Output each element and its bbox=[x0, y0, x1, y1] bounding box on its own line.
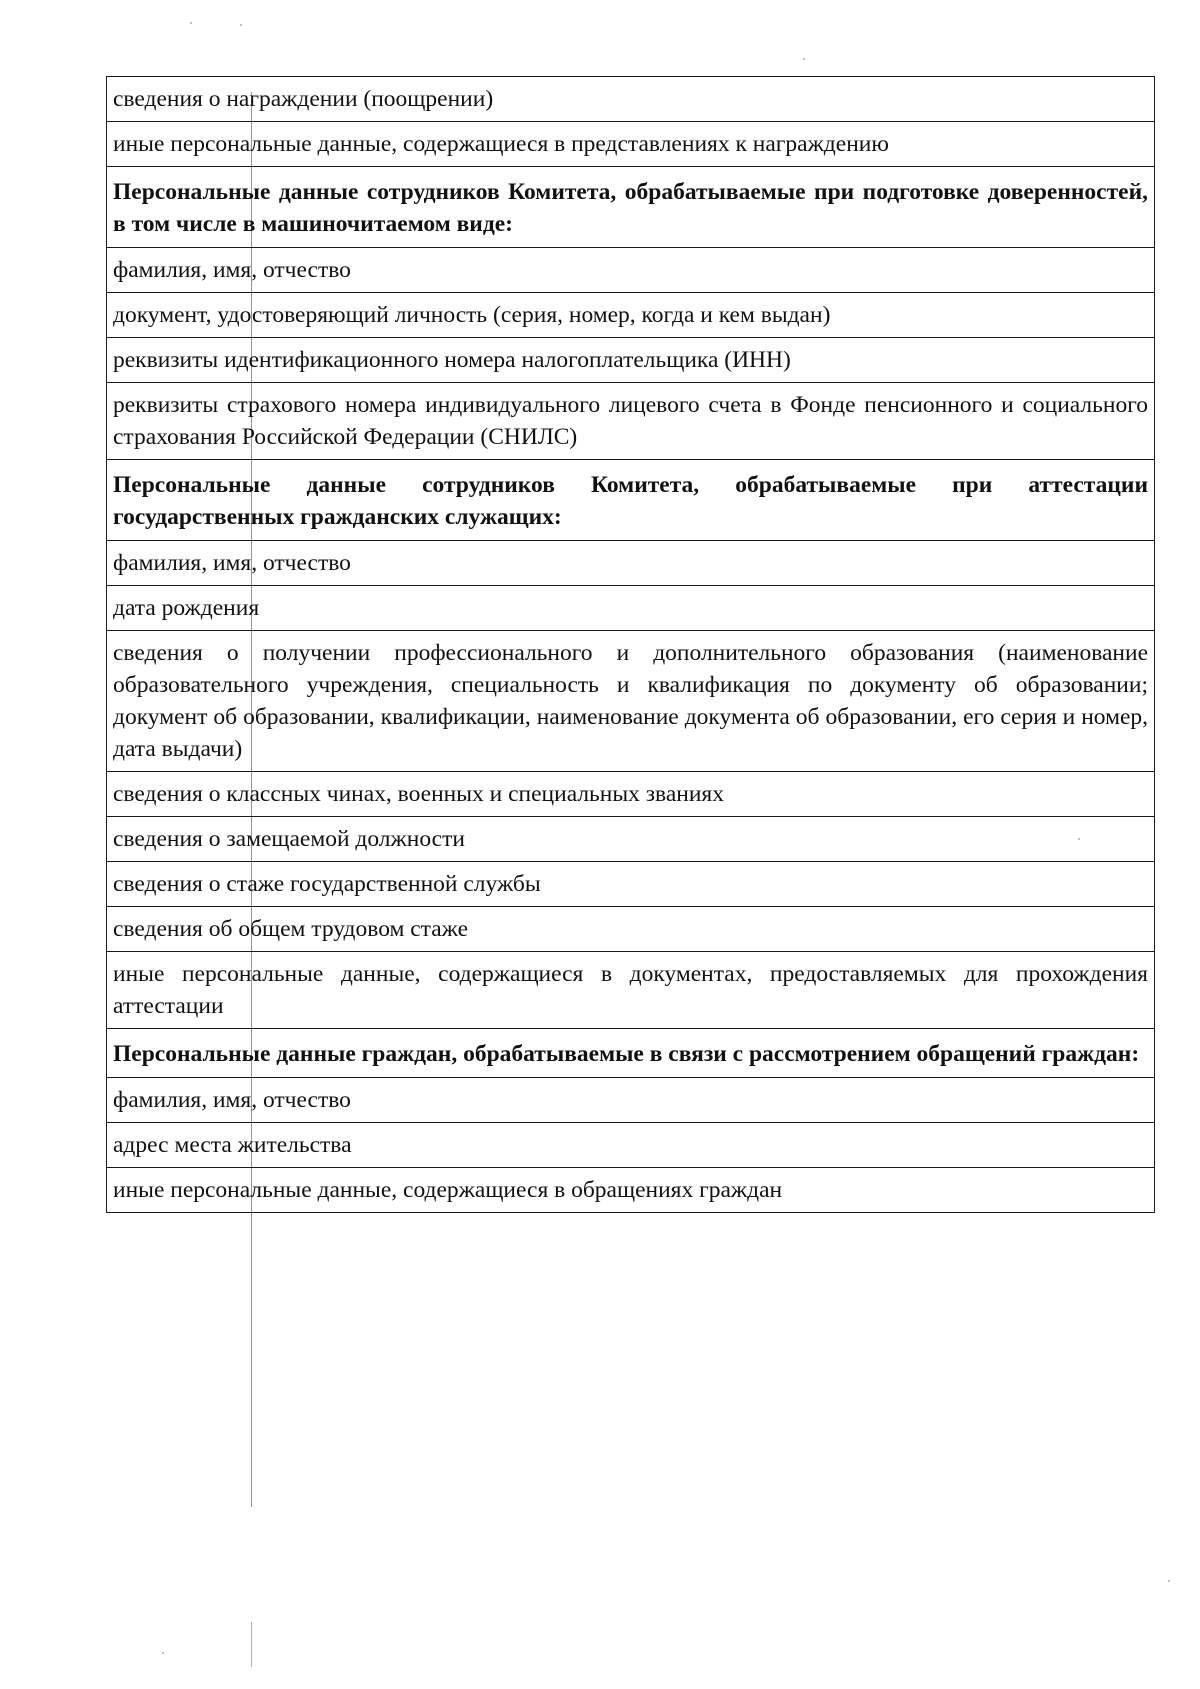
table-row bbox=[107, 1123, 1155, 1168]
scan-artifact-line-lower bbox=[251, 1622, 252, 1667]
table-cell: фамилия, имя, отчество bbox=[107, 541, 1155, 586]
section-heading-row bbox=[107, 1029, 1155, 1078]
table-row bbox=[107, 77, 1155, 122]
section-heading: Персональные данные сотрудников Комитета, обрабатываемые при аттестации государственных гражданских служащих: bbox=[107, 460, 1155, 541]
table-cell: фамилия, имя, отчество bbox=[107, 1078, 1155, 1123]
table-row bbox=[107, 293, 1155, 338]
scan-speck bbox=[190, 22, 192, 24]
table-row bbox=[107, 952, 1155, 1029]
table-row bbox=[107, 586, 1155, 631]
table-cell: сведения о классных чинах, военных и специальных званиях bbox=[107, 772, 1155, 817]
table-row bbox=[107, 631, 1155, 772]
table-row bbox=[107, 122, 1155, 167]
table-cell: иные персональные данные, содержащиеся в представлениях к награждению bbox=[107, 122, 1155, 167]
table-row bbox=[107, 248, 1155, 293]
table-cell: документ, удостоверяющий личность (серия, номер, когда и кем выдан) bbox=[107, 293, 1155, 338]
table-cell: иные персональные данные, содержащиеся в обращениях граждан bbox=[107, 1168, 1155, 1213]
table-cell: фамилия, имя, отчество bbox=[107, 248, 1155, 293]
personal-data-table bbox=[106, 76, 1155, 1213]
section-heading-row bbox=[107, 460, 1155, 541]
table-cell: реквизиты страхового номера индивидуального лицевого счета в Фонде пенсионного и социального страхования Российской Федерации (СНИЛС) bbox=[107, 383, 1155, 460]
scan-speck bbox=[240, 24, 242, 26]
table-cell: дата рождения bbox=[107, 586, 1155, 631]
table-row bbox=[107, 907, 1155, 952]
scan-speck bbox=[162, 1652, 164, 1654]
table-row bbox=[107, 772, 1155, 817]
table-cell: сведения об общем трудовом стаже bbox=[107, 907, 1155, 952]
table-cell: сведения о замещаемой должности bbox=[107, 817, 1155, 862]
table-row bbox=[107, 817, 1155, 862]
table-cell: адрес места жительства bbox=[107, 1123, 1155, 1168]
table-row bbox=[107, 383, 1155, 460]
table-cell: иные персональные данные, содержащиеся в документах, предоставляемых для прохождения аттестации bbox=[107, 952, 1155, 1029]
table-row bbox=[107, 541, 1155, 586]
section-heading: Персональные данные граждан, обрабатываемые в связи с рассмотрением обращений граждан: bbox=[107, 1029, 1155, 1078]
section-heading-row bbox=[107, 167, 1155, 248]
table-row bbox=[107, 1168, 1155, 1213]
table-cell: сведения о награждении (поощрении) bbox=[107, 77, 1155, 122]
table-cell: сведения о стаже государственной службы bbox=[107, 862, 1155, 907]
scan-speck bbox=[803, 58, 805, 60]
section-heading: Персональные данные сотрудников Комитета, обрабатываемые при подготовке доверенностей, в том числе в машиночитаемом виде: bbox=[107, 167, 1155, 248]
table-row bbox=[107, 338, 1155, 383]
table-row bbox=[107, 1078, 1155, 1123]
scan-speck bbox=[1168, 1580, 1170, 1582]
table-row bbox=[107, 862, 1155, 907]
table-cell: сведения о получении профессионального и дополнительного образования (наименование образовательного учреждения, специальность и квалификация по документу об образовании; документ об образовании, квалификации, наименование документа об образовании, его серия и номер, дата выдачи) bbox=[107, 631, 1155, 772]
table-cell: реквизиты идентификационного номера налогоплательщика (ИНН) bbox=[107, 338, 1155, 383]
